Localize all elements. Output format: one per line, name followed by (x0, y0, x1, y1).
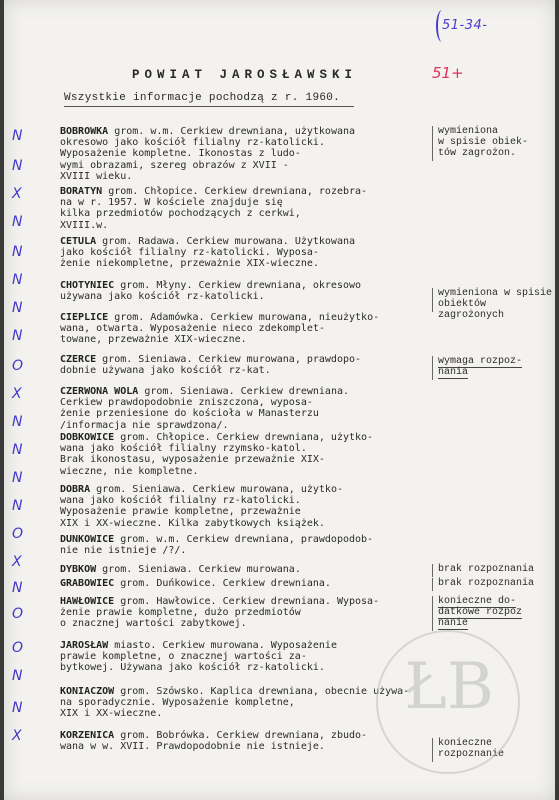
entry-town: BORATYN (60, 186, 103, 197)
entry-town: CIEPLICE (60, 312, 109, 323)
entry-town: CZERCE (60, 354, 97, 365)
entry-description: grom. Adamówka. Cerkiew murowana, nieużytko- wana, otwarta. Wyposażenie nieco zdekomplet- towane, przeważnie XIX-wieczne. (60, 312, 380, 346)
entry-row (60, 534, 440, 556)
entry-row (60, 596, 440, 630)
margin-mark: N (12, 668, 23, 684)
entry-description: grom. w.m. Cerkiew drewniana, prawdopodob- nie nie istnieje /?/. (60, 534, 374, 557)
entry-note (438, 564, 558, 575)
subtitle: Wszystkie informacje pochodzą z r. 1960. (64, 92, 341, 104)
margin-mark: N (12, 328, 23, 344)
entry-note (438, 596, 558, 629)
entry-note-text: konieczne rozpoznanie (438, 738, 505, 760)
margin-mark: N (12, 414, 23, 430)
entry-row (60, 484, 440, 529)
margin-mark: N (12, 300, 23, 316)
entry-town: KONIACZOW (60, 686, 115, 697)
entry-description: grom. Sieniawa. Cerkiew murowana, użytko- wana jako kościół filialny rz-katolicki. Wyposażenie prawie kompletne, przeważnie XIX i XX-wieczne. Kilka zabytkowych książek. (60, 484, 343, 529)
margin-mark: N (12, 580, 23, 596)
entry-town: CZERWONA WOLA (60, 386, 139, 397)
entry-town: CHOTYNIEC (60, 280, 115, 291)
note-divider (432, 288, 433, 312)
entry-row (60, 186, 440, 231)
entry-description: grom. Duńkowice. Cerkiew drewniana. (120, 578, 331, 589)
note-divider (432, 564, 433, 577)
entry-note-text: wymieniona w spisie obiek- tów zagrożon. (438, 126, 529, 159)
entry-town: DOBRA (60, 484, 91, 495)
margin-mark: N (12, 498, 23, 514)
entry-note (438, 356, 558, 378)
margin-mark: N (12, 470, 23, 486)
entry-town: HAWŁOWICE (60, 596, 115, 607)
margin-mark: N (12, 158, 23, 174)
entry-description: grom. Hawłowice. Cerkiew drewniana. Wyposa- żenie prawie kompletne, dużo przedmiotów o znacznej wartości zabytkowej. (60, 596, 380, 630)
entry-town: GRABOWIEC (60, 578, 115, 589)
note-divider (432, 356, 433, 380)
entry-note-text: wymaga rozpoz- nania (438, 356, 523, 378)
entry-row (60, 126, 440, 182)
entry-note (438, 126, 558, 159)
entry-row (60, 386, 440, 431)
entry-row (60, 354, 440, 376)
entry-town: KORZENICA (60, 730, 115, 741)
entry-description: grom. Sieniawa. Cerkiew drewniana. Cerkiew prawdopodobnie zniszczona, wyposa- żenie przeniesione do kościoła w Manasterzu /informacja nie sprawdzona/. (60, 386, 350, 431)
entry-note (438, 578, 558, 589)
margin-mark: O (12, 640, 24, 656)
margin-mark: O (12, 526, 24, 542)
entry-note-text: brak rozpoznania (438, 578, 535, 589)
margin-mark: N (12, 442, 23, 458)
entry-town: CETULA (60, 236, 97, 247)
entry-description: grom. Radawa. Cerkiew murowana. Użytkowana jako kościół filialny rz-katolicki. Wyposa- żenie niekompletne, przeważnie XIX-wieczne. (60, 236, 356, 270)
corner-code: 51-34- (442, 18, 488, 33)
margin-mark: X (12, 186, 22, 202)
entry-description: grom. Chłopice. Cerkiew drewniana, rozebra- na w r. 1957. W kościele znajduje się kilka przedmiotów pochodzących z cerkwi, XVIII.w. (60, 186, 368, 231)
margin-mark: X (12, 728, 22, 744)
entry-row (60, 432, 440, 477)
entry-row (60, 564, 440, 575)
red-number: 51+ (432, 64, 464, 82)
entry-note-text: wymieniona w spisie obiektów zagrożonych (438, 288, 553, 321)
entry-row (60, 280, 440, 302)
note-divider (432, 126, 433, 161)
entry-town: DYBKOW (60, 564, 97, 575)
entry-note-text: konieczne do- datkowe rozpoz nanie (438, 596, 523, 629)
entry-row (60, 236, 440, 270)
margin-mark: O (12, 606, 24, 622)
entry-description: grom. Sieniawa. Cerkiew murowana, prawdopo- dobnie używana jako kościół rz-kat. (60, 354, 362, 377)
entry-description: grom. Młyny. Cerkiew drewniana, okresowo używana jako kościół rz-katolicki. (60, 280, 362, 303)
subtitle-underline (64, 106, 354, 107)
stamp-monogram: ŁB (404, 650, 494, 724)
entry-town: DUNKOWICE (60, 534, 115, 545)
page-title: POWIAT JAROSŁAWSKI (132, 68, 358, 82)
entry-town: JAROSŁAW (60, 640, 109, 651)
entry-description: grom. Sieniawa. Cerkiew murowana. (102, 564, 301, 575)
document-page (4, 0, 555, 800)
margin-mark: N (12, 272, 23, 288)
note-divider (432, 596, 433, 631)
entry-description: grom. w.m. Cerkiew drewniana, użytkowana okresowo jako kościół filialny rz-katolicki. Wyposażenie kompletne. Ikonostas z ludo- wymi obrazami, szereg obrazów z XVII - XVIII wieku. (60, 126, 356, 182)
margin-mark: N (12, 700, 23, 716)
entry-note (438, 288, 558, 321)
entry-town: DOBKOWICE (60, 432, 115, 443)
note-divider (432, 578, 433, 591)
entry-town: BOBROWKA (60, 126, 109, 137)
entry-description: miasto. Cerkiew murowana. Wyposażenie prawie kompletne, o znacznej wartości za- bytkowej. Używana jako kościół rz-katolicki. (60, 640, 337, 674)
entry-description: grom. Bobrówka. Cerkiew drewniana, zbudo- wana w w. XVII. Prawdopodobnie nie istnieje. (60, 730, 368, 753)
entry-note-text: brak rozpoznania (438, 564, 535, 575)
margin-mark: N (12, 244, 23, 260)
margin-mark: X (12, 386, 22, 402)
margin-mark: N (12, 128, 23, 144)
margin-mark: O (12, 358, 24, 374)
entry-description: grom. Szówsko. Kaplica drewniana, obecnie używa- na sporadycznie. Wyposażenie kompletne, XIX i XX-wieczne. (60, 686, 410, 720)
entry-row (60, 312, 440, 346)
margin-mark: N (12, 214, 23, 230)
archive-stamp (376, 630, 520, 774)
margin-mark: X (12, 554, 22, 570)
entry-description: grom. Chłopice. Cerkiew drewniana, użytko- wana jako kościół filialny rzymsko-katol. Brak ikonostasu, wyposażenie przeważnie XIX- wieczne, nie kompletne. (60, 432, 374, 477)
entry-row (60, 578, 440, 589)
